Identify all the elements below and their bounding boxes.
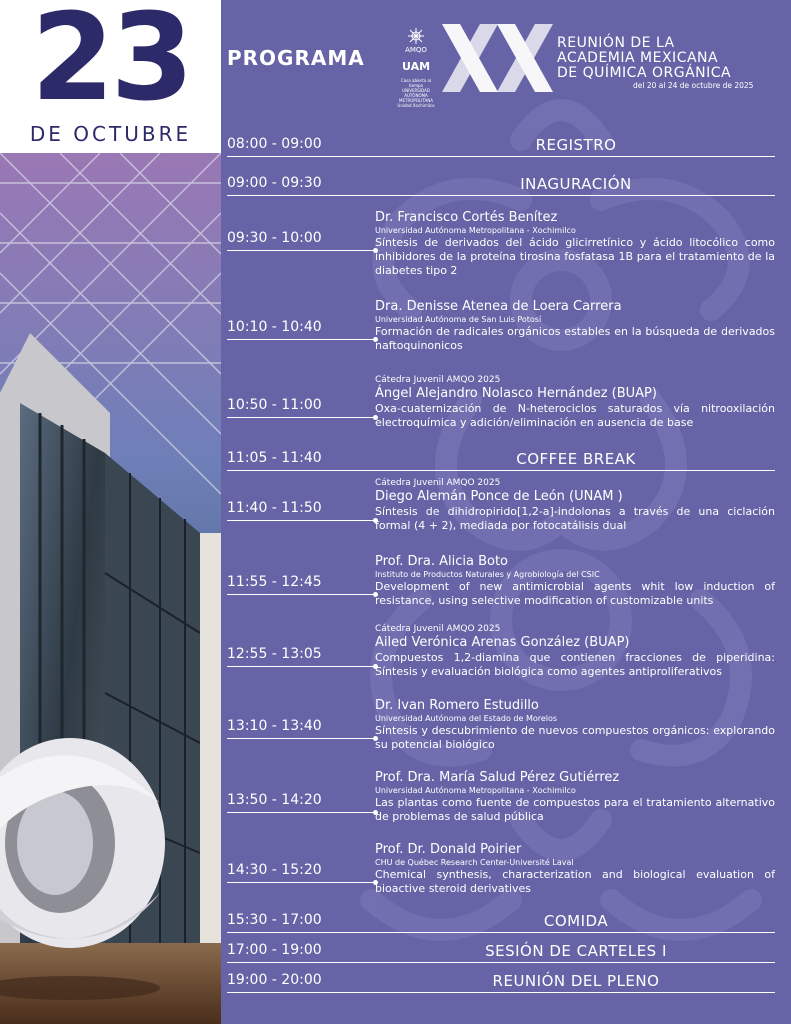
time-slot: 11:05 - 11:40 — [227, 450, 322, 466]
divider — [227, 520, 375, 521]
xx-logo — [442, 24, 557, 92]
divider — [227, 932, 775, 933]
session-title: COFFEE BREAK — [516, 450, 636, 468]
time-slot: 09:30 - 10:00 — [227, 230, 322, 246]
uam-logo-icon — [396, 58, 436, 74]
time-slot: 10:10 - 10:40 — [227, 319, 322, 335]
talk-title: Compuestos 1,2-diamina que contienen fracciones de piperidina: Síntesis y evaluación biológica como agentes antiproliferativos — [375, 651, 775, 678]
event-title — [557, 36, 731, 81]
event-title-line-2: ACADEMIA MEXICANA — [557, 50, 719, 66]
divider — [227, 339, 375, 340]
divider — [227, 250, 375, 251]
divider — [227, 992, 775, 993]
amqo-logo-icon — [396, 26, 436, 54]
talk-details — [375, 210, 775, 278]
talk-details — [375, 375, 775, 430]
talk-title: Chemical synthesis, characterization and biological evaluation of bioactive steroid derivatives — [375, 868, 775, 895]
institution: CHU de Québec Research Center-Université Laval — [375, 858, 574, 867]
time-slot: 09:00 - 09:30 — [227, 175, 322, 191]
session-title: SESIÓN DE CARTELES I — [485, 942, 667, 960]
date-box — [0, 0, 221, 153]
award-category: Cátedra Juvenil AMQO 2025 — [375, 478, 501, 488]
divider — [227, 812, 375, 813]
institution: Universidad Autónoma Metropolitana - Xochimilco — [375, 226, 576, 235]
time-slot: 08:00 - 09:00 — [227, 136, 322, 152]
divider — [227, 417, 375, 418]
talk-title: Oxa-cuaternización de N-heterociclos saturados vía nitrooxilación electroquímica y adición/eliminación en ausencia de base — [375, 402, 775, 429]
time-slot: 11:55 - 12:45 — [227, 574, 322, 590]
divider — [227, 156, 775, 157]
uam-caption-3: Unidad Xochimilco — [397, 103, 435, 108]
divider — [227, 882, 375, 883]
right-column — [221, 0, 791, 1024]
speaker-name: Prof. Dr. Donald Poirier — [375, 842, 522, 857]
talk-title: Síntesis de derivados del ácido glicirretínico y ácido litocólico como inhibidores de la proteína tirosina fosfatasa 1B para el tratamiento de la diabetes tipo 2 — [375, 236, 775, 277]
time-slot: 13:50 - 14:20 — [227, 792, 322, 808]
building-photo-illustration — [0, 153, 221, 1024]
talk-title: Formación de radicales orgánicos estables en la búsqueda de derivados naftoquinonicos — [375, 325, 775, 352]
uam-logo-text: UAM — [401, 60, 431, 73]
amqo-logo-text: AMQO — [405, 46, 427, 54]
speaker-name: Dr. Francisco Cortés Benítez — [375, 210, 558, 225]
talk-details — [375, 299, 775, 353]
programa-heading: PROGRAMA — [227, 46, 365, 70]
date-day: 23 — [31, 0, 190, 128]
session-title: REUNIÓN DEL PLENO — [492, 972, 660, 990]
divider — [227, 195, 775, 196]
talk-details — [375, 478, 775, 533]
talk-title: Síntesis de dihidropirido[1,2-a]-indolonas a través de una ciclación formal (4 + 2), mediada por fotocatálisis dual — [375, 505, 775, 532]
talk-title: Las plantas como fuente de compuestos para el tratamiento alternativo de problemas de salud pública — [375, 796, 775, 823]
talk-details — [375, 554, 775, 608]
institution: Instituto de Productos Naturales y Agrobiología del CSIC — [375, 570, 600, 579]
speaker-name: Ángel Alejandro Nolasco Hernández (BUAP) — [375, 386, 657, 401]
award-category: Cátedra Juvenil AMQO 2025 — [375, 375, 501, 385]
event-title-line-1: REUNIÓN DE LA — [557, 35, 675, 51]
logos — [396, 26, 436, 108]
speaker-name: Dr. Ivan Romero Estudillo — [375, 698, 539, 713]
left-column — [0, 0, 221, 1024]
session-title: REGISTRO — [535, 136, 617, 154]
divider — [227, 594, 375, 595]
time-slot: 19:00 - 20:00 — [227, 972, 322, 988]
time-slot: 17:00 - 19:00 — [227, 942, 322, 958]
time-slot: 12:55 - 13:05 — [227, 646, 322, 662]
event-title-line-3: DE QUÍMICA ORGÁNICA — [557, 65, 732, 81]
divider — [227, 470, 775, 471]
talk-details — [375, 770, 775, 824]
session-title: INAGURACIÓN — [520, 175, 632, 193]
time-slot: 11:40 - 11:50 — [227, 500, 322, 516]
talk-details — [375, 624, 775, 679]
talk-details — [375, 842, 775, 896]
talk-title: Development of new antimicrobial agents whit low induction of resistance, using selective modification of customizable units — [375, 580, 775, 607]
institution: Universidad Autónoma del Estado de Morelos — [375, 714, 558, 723]
speaker-name: Dra. Denisse Atenea de Loera Carrera — [375, 299, 622, 314]
talk-title: Síntesis y descubrimiento de nuevos compuestos orgánicos: explorando su potencial biológico — [375, 724, 775, 751]
speaker-name: Ailed Verónica Arenas González (BUAP) — [375, 635, 630, 650]
divider — [227, 666, 375, 667]
talk-details — [375, 698, 775, 752]
speaker-name: Diego Alemán Ponce de León (UNAM ) — [375, 489, 623, 504]
uam-caption: Casa abierta al tiempo — [400, 78, 432, 88]
session-title: COMIDA — [543, 912, 609, 930]
uam-caption-2: UNIVERSIDAD AUTÓNOMA METROPOLITANA — [399, 88, 433, 103]
time-slot: 14:30 - 15:20 — [227, 862, 322, 878]
date-month: DE OCTUBRE — [29, 122, 192, 146]
award-category: Cátedra Juvenil AMQO 2025 — [375, 624, 501, 634]
time-slot: 13:10 - 13:40 — [227, 718, 322, 734]
speaker-name: Prof. Dra. María Salud Pérez Gutiérrez — [375, 770, 620, 785]
speaker-name: Prof. Dra. Alicia Boto — [375, 554, 509, 569]
event-dates: del 20 al 24 de octubre de 2025 — [633, 81, 754, 90]
institution: Universidad Autónoma Metropolitana - Xochimilco — [375, 786, 576, 795]
divider — [227, 962, 775, 963]
institution: Universidad Autónoma de San Luis Potosí — [375, 315, 542, 324]
building-photo — [0, 153, 221, 1024]
time-slot: 15:30 - 17:00 — [227, 912, 322, 928]
divider — [227, 738, 375, 739]
time-slot: 10:50 - 11:00 — [227, 397, 322, 413]
